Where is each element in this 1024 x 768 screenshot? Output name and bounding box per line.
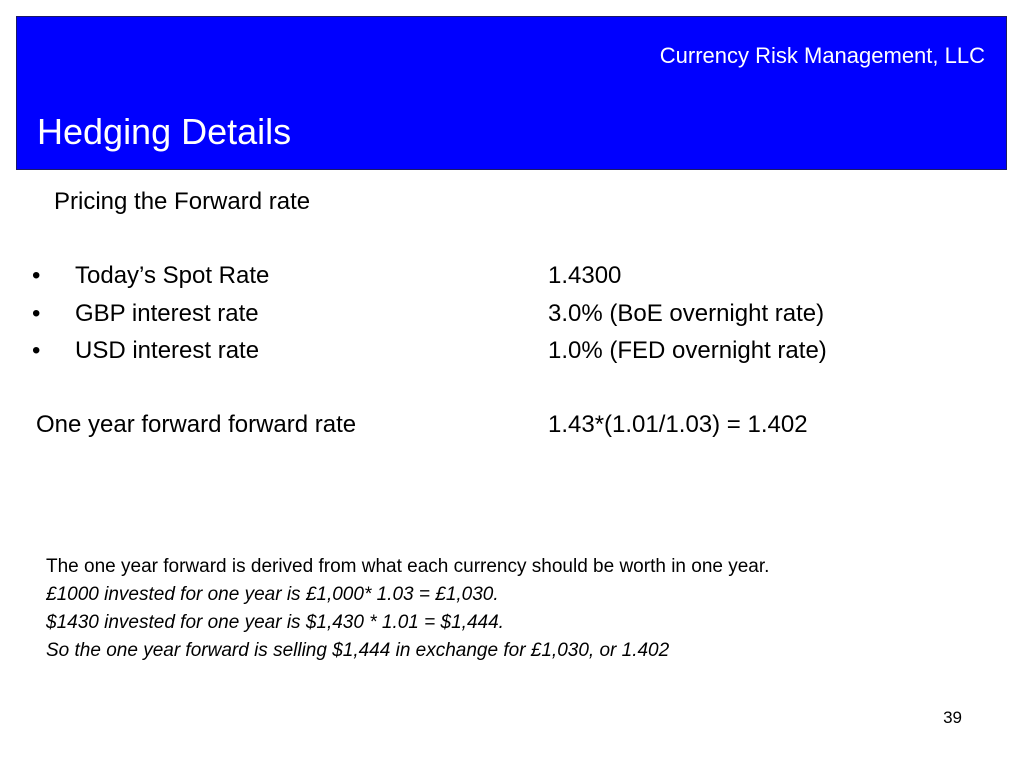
rate-label: GBP interest rate xyxy=(75,299,259,327)
rate-value: 3.0% (BoE overnight rate) xyxy=(548,299,825,327)
section-subtitle: Pricing the Forward rate xyxy=(54,188,311,215)
forward-rate-row xyxy=(0,411,1024,443)
bullet-icon: • xyxy=(32,299,41,327)
bullet-icon: • xyxy=(32,262,41,289)
forward-rate-value: 1.43*(1.01/1.03) = 1.402 xyxy=(548,411,808,438)
rate-label: Today’s Spot Rate xyxy=(75,262,270,289)
header-band xyxy=(16,16,1007,170)
bullet-icon: • xyxy=(32,337,41,364)
explanation-line: £1000 invested for one year is £1,000* 1.03 = £1,030. xyxy=(46,584,499,605)
rate-value: 1.4300 xyxy=(548,262,622,289)
slide-title: Hedging Details xyxy=(37,111,292,152)
explanation-block xyxy=(46,553,769,665)
company-name: Currency Risk Management, LLC xyxy=(659,43,985,68)
forward-rate-label: One year forward forward rate xyxy=(36,411,357,438)
explanation-line: So the one year forward is selling $1,444 in exchange for £1,030, or 1.402 xyxy=(46,640,670,661)
rate-value: 1.0% (FED overnight rate) xyxy=(548,337,827,364)
explanation-line: $1430 invested for one year is $1,430 * 1.01 = $1,444. xyxy=(46,612,504,633)
explanation-line: The one year forward is derived from what each currency should be worth in one year. xyxy=(46,556,770,577)
rate-label: USD interest rate xyxy=(75,337,260,364)
page-number: 39 xyxy=(943,708,962,727)
